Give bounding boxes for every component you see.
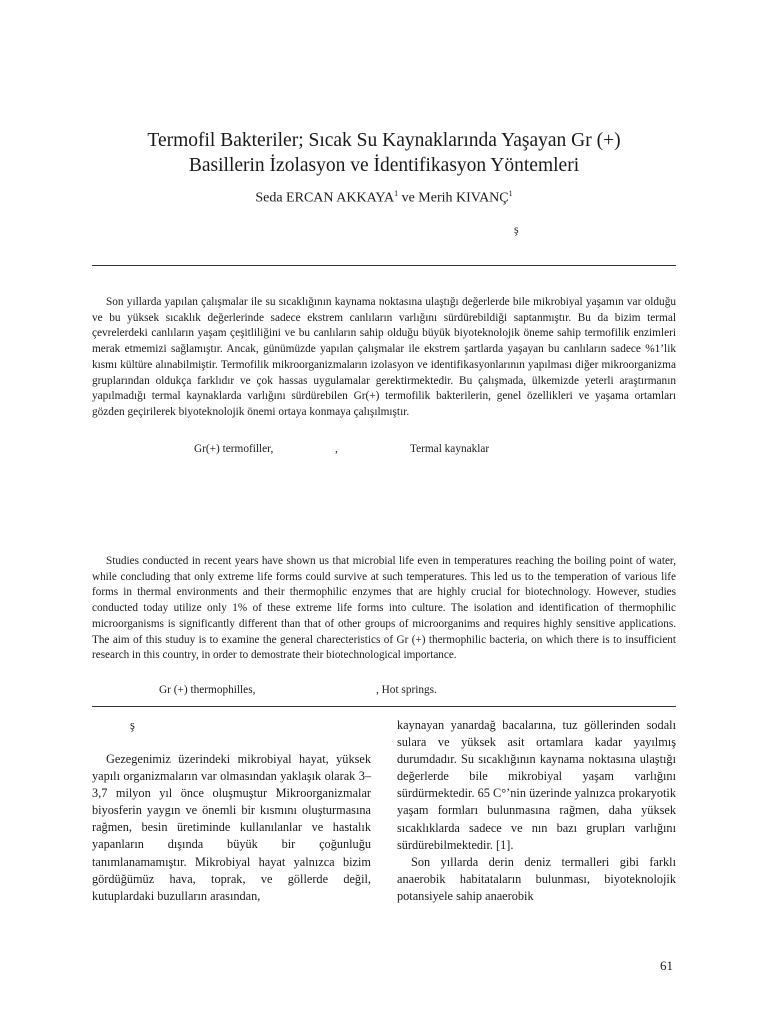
body-column-right [397, 717, 676, 905]
section-spacer [92, 734, 371, 751]
page-number: 61 [660, 958, 673, 973]
middle-rule [92, 706, 676, 707]
top-rule [92, 265, 676, 266]
keyword-en-2: , Hot springs. [376, 684, 437, 696]
author-line [92, 189, 676, 207]
affiliation-mark: ş [514, 222, 519, 236]
title-line-2: Basillerin İzolasyon ve İdentifikasyon Yöntemleri [188, 155, 580, 176]
body-paragraph-2: kaynayan yanardağ bacalarına, tuz göllerinden sodalı sulara ve yüksek asit ortamlara kadar yayılmış durumdadır. Su sıcaklığının kaynama noktasına ulaştığı değerlerde bile mikrobiyal yaşam varlığını sürdürmektedir. 65 C°’nin üzerinde yalnızca prokaryotik yaşam formları bulunmasına rağmen, daha yüksek sıcaklıklarda sadece ve nın bazı grupları varlığını sürdürebilmektedir. [1]. [397, 718, 676, 852]
abstract-turkish [92, 295, 676, 421]
section-heading-mark: ş [130, 718, 135, 732]
abstract-english [92, 554, 676, 664]
body-paragraph-3: Son yıllarda derin deniz termalleri gibi farklı anaerobik habitataların bulunması, biyoteknolojik potansiyele sahip anaerobik [397, 854, 676, 903]
body-column-left [92, 717, 371, 905]
body-paragraph-1: Gezegenimiz üzerindeki mikrobiyal hayat, yüksek yapılı organizmaların var olmasından yaklaşık olarak 3–3,7 milyon yıl önce oluşmuştur Mikroorganizmalar biyosferin yaygın ve önemli bir kısmını oluşturmasına rağmen, besin üretiminde kullanılanlar ve hastalık yapanların dışında büyük bir çoğunluğu tanımlanamamıştır. Mikrobiyal hayat yalnızca bizim gördüğümüz hava, toprak, ve göllerde değil, kutuplardaki buzulların arasından, [92, 752, 371, 903]
abstract-en-text: Studies conducted in recent years have shown us that microbial life even in temperatures reaching the boiling point of water, while concluding that only extreme life forms could survive at such temperatures. This led us to the temperation of various life forms in thermal environments and their thermophilic enzymes that are highly crucial for biotechnology. However, studies conducted today utilize only 1% of these extreme life forms into culture. The isolation and identification of thermophilic microorganisms is significantly different than that of other groups of microorganims and requires highly sensitive applications. The aim of this studuy is to examine the general charecteristics of Gr (+) thermophilic bacteria, on which there is to insufficient research in this country, in order to demostrate their biotechnological importance. [92, 555, 676, 662]
keyword-tr-1: Gr(+) termofiller, [194, 443, 274, 455]
keyword-en-1: Gr (+) thermophilles, [159, 684, 256, 696]
keyword-tr-2: Termal kaynaklar [410, 443, 490, 455]
author-2: Merih KIVANÇ [418, 190, 509, 206]
author-2-affiliation: 1 [508, 189, 513, 198]
author-1-affiliation: 1 [394, 189, 399, 198]
author-1: Seda ERCAN AKKAYA [255, 190, 395, 206]
paper-title [92, 128, 676, 178]
keyword-tr-separator: , [335, 443, 338, 455]
abstract-tr-text: Son yıllarda yapılan çalışmalar ile su sıcaklığının kaynama noktasına ulaştığı değerlerde bile mikrobiyal yaşamın var olduğu ve bu yüksek sıcaklık değerlerinde sadece ekstrem canlıların varlığını sürdürebildiği saptanmıştır. Bu da bizim termal çevrelerdeki canlıların yaşam çeşitliliğini ve bu canlıların sahip olduğu büyük biyoteknolojik öneme sahip termofilik enzimleri merak etmemizi sağlamıştır. Ancak, günümüzde yapılan çalışmalar ile ekstrem şartlarda yaşayan bu canlıların sadece %1’lik kısmı kültüre alınabilmiştir. Termofilik mikroorganizmaların izolasyon ve identifikasyonlarının yapılması diğer mikroorganizma gruplarından oldukça farklıdır ve çok hassas uygulamalar gerektirmektedir. Bu çalışmada, ülkemizde yeterli araştırmanın yapılmadığı termal kaynaklarda varlığını sürdürebilen Gr(+) termofilik bakterilerin, genel özellikleri ve yaşama ortamları gözden geçirilerek biyoteknolojik önemi ortaya konmaya çalışılmıştır. [92, 296, 676, 418]
author-join: ve [398, 190, 419, 206]
title-line-1: Termofil Bakteriler; Sıcak Su Kaynaklarında Yaşayan Gr (+) [147, 130, 621, 151]
